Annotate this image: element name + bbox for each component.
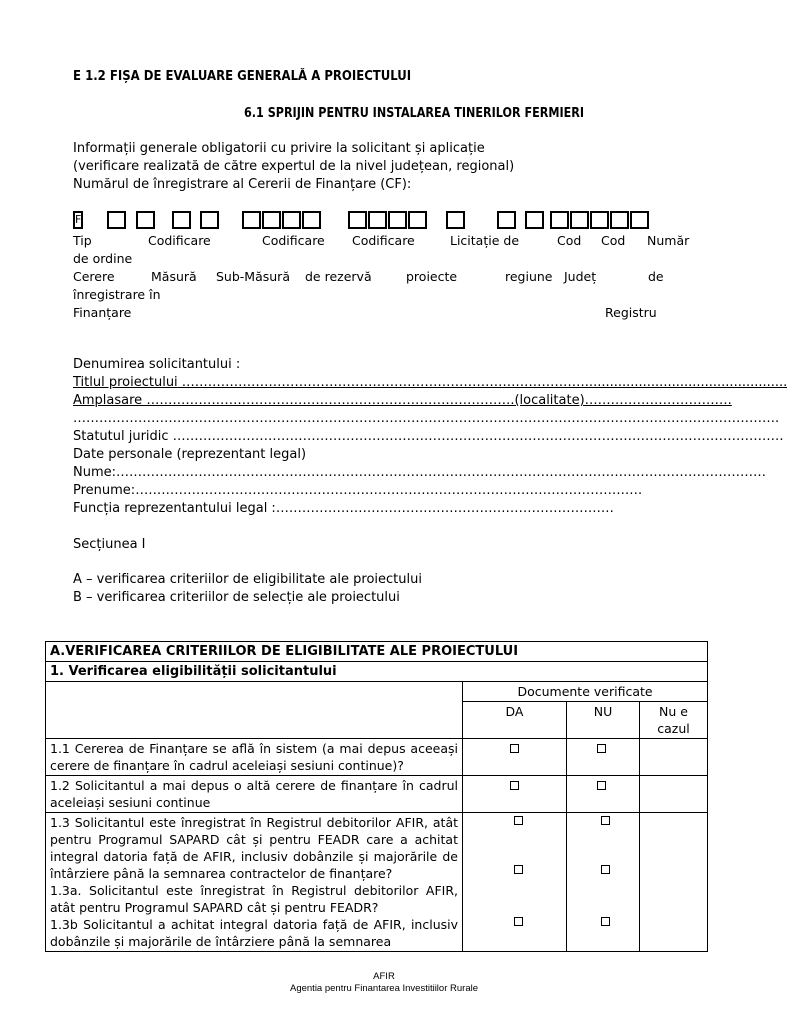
table-cell xyxy=(640,776,708,813)
criterion-1-3a: 1.3a. Solicitantul este înregistrat în Registrul debitorilor AFIR, atât pentru Programul SAPARD cât și pentru FEADR? xyxy=(50,883,458,915)
code-box xyxy=(302,211,321,229)
code-label: Codificare xyxy=(262,233,325,248)
eligibility-table xyxy=(45,641,708,952)
code-box xyxy=(348,211,367,229)
code-label: Măsură xyxy=(151,269,197,284)
col-da: DA xyxy=(463,702,567,739)
field-titlu-label: Titlul proiectului xyxy=(73,375,178,390)
section-a: A – verificarea criteriilor de eligibilitate ale proiectului xyxy=(73,572,422,587)
footer-line-1: AFIR xyxy=(373,971,395,982)
table-cell xyxy=(46,702,463,739)
code-label: Cerere xyxy=(73,269,115,284)
code-box xyxy=(550,211,569,229)
checkbox-da[interactable] xyxy=(514,816,523,825)
table-cell xyxy=(640,813,708,952)
field-prenume: Prenume:……………………………………………………………………………………………………… xyxy=(73,483,643,498)
checkbox-nu[interactable] xyxy=(601,917,610,926)
field-nume: Nume:…………………………………………………………………………………………………………………………………… xyxy=(73,465,767,480)
intro-line-1: Informații generale obligatorii cu privire la solicitant și aplicație xyxy=(73,141,485,156)
code-box xyxy=(242,211,261,229)
criterion-1-3-group xyxy=(46,813,463,952)
code-box xyxy=(282,211,301,229)
field-titlu-dots: …………………………………………………………………………………................................................. xyxy=(177,375,787,390)
code-label: Număr xyxy=(647,233,690,248)
table-cell xyxy=(463,813,567,952)
code-box xyxy=(388,211,407,229)
code-label: Registru xyxy=(605,305,657,320)
checkbox-nu[interactable] xyxy=(601,865,610,874)
col-nu-e-cazul-line2: cazul xyxy=(657,721,690,736)
checkbox-nu[interactable] xyxy=(597,781,606,790)
field-amplasare-line2: ………………………………………………………………………………………………………………………………………………. xyxy=(73,411,780,426)
field-amplasare: Amplasare ………………………………………………………………………….(localitate)……………………………. xyxy=(73,393,732,408)
field-date-personale: Date personale (reprezentant legal) xyxy=(73,447,307,462)
document-title: E 1.2 FIȘA DE EVALUARE GENERALĂ A PROIECTULUI xyxy=(73,69,412,84)
table-docs-row xyxy=(46,682,708,702)
field-functia: Funcția reprezentantului legal :…………………………………………………………………… xyxy=(73,501,614,516)
table-cell xyxy=(567,739,640,776)
code-box xyxy=(200,211,219,229)
code-box xyxy=(525,211,544,229)
code-label: de ordine xyxy=(73,251,133,266)
col-nu-e-cazul-line1: Nu e xyxy=(659,704,688,719)
field-statut: Statutul juridic …………………………………………………………………………………………………………………………… xyxy=(73,429,784,444)
criterion-1-3b: 1.3b Solicitantul a achitat integral datoria față de AFIR, inclusiv dobânzile și majorările de întârziere până la semnarea xyxy=(50,917,458,949)
code-label: Cod xyxy=(601,233,626,248)
code-box xyxy=(446,211,465,229)
criterion-1-1: 1.1 Cererea de Finanțare se află în sistem (a mai depus aceeași cerere de finanțare în cadrul aceleiași sesiuni continue)? xyxy=(46,739,463,776)
checkbox-nu[interactable] xyxy=(601,816,610,825)
col-nu: NU xyxy=(567,702,640,739)
code-box xyxy=(408,211,427,229)
code-box xyxy=(172,211,191,229)
code-box xyxy=(570,211,589,229)
table-subtitle: 1. Verificarea eligibilității solicitantului xyxy=(46,662,708,682)
docs-verified-header: Documente verificate xyxy=(463,682,708,702)
section-b: B – verificarea criteriilor de selecție ale proiectului xyxy=(73,590,400,605)
code-label: Județ xyxy=(564,269,597,284)
table-cell xyxy=(463,739,567,776)
table-cell xyxy=(567,776,640,813)
code-label: de xyxy=(648,269,664,284)
col-nu-e-cazul xyxy=(640,702,708,739)
field-denumire: Denumirea solicitantului : xyxy=(73,357,241,372)
field-titlu xyxy=(73,375,787,390)
code-box xyxy=(590,211,609,229)
code-label: Tip xyxy=(73,233,92,248)
table-header-row xyxy=(46,642,708,662)
code-box xyxy=(136,211,155,229)
code-label: Codificare xyxy=(148,233,211,248)
table-cell xyxy=(46,682,463,702)
checkbox-da[interactable] xyxy=(514,865,523,874)
footer-line-2: Agentia pentru Finantarea Investitiilor Rurale xyxy=(290,983,478,994)
code-label: Finanțare xyxy=(73,305,132,320)
code-label: proiecte xyxy=(406,269,458,284)
checkbox-da[interactable] xyxy=(510,744,519,753)
code-label: Codificare xyxy=(352,233,415,248)
criterion-1-2: 1.2 Solicitantul a mai depus o altă cerere de finanțare în cadrul aceleiași sesiuni continue xyxy=(46,776,463,813)
code-box-type-letter: F xyxy=(75,213,82,226)
code-box xyxy=(107,211,126,229)
intro-line-3: Numărul de înregistrare al Cererii de Finanțare (CF): xyxy=(73,177,412,192)
code-label: Sub-Măsură xyxy=(216,269,290,284)
table-cell xyxy=(463,776,567,813)
table-cell xyxy=(640,739,708,776)
table-row xyxy=(46,776,708,813)
table-cell xyxy=(567,813,640,952)
code-box-type xyxy=(73,211,83,229)
intro-line-2: (verificare realizată de către expertul de la nivel județean, regional) xyxy=(73,159,515,174)
section-title: Secțiunea I xyxy=(73,537,146,552)
code-box xyxy=(630,211,649,229)
table-subheader-row xyxy=(46,662,708,682)
table-colheader-row xyxy=(46,702,708,739)
checkbox-da[interactable] xyxy=(510,781,519,790)
document-subtitle: 6.1 SPRIJIN PENTRU INSTALAREA TINERILOR FERMIERI xyxy=(244,106,585,121)
table-row xyxy=(46,739,708,776)
code-label: de rezervă xyxy=(305,269,372,284)
code-label: Licitație de xyxy=(450,233,520,248)
code-label: înregistrare în xyxy=(73,287,161,302)
checkbox-da[interactable] xyxy=(514,917,523,926)
code-box xyxy=(610,211,629,229)
code-box xyxy=(262,211,281,229)
code-box xyxy=(368,211,387,229)
criterion-1-3: 1.3 Solicitantul este înregistrat în Registrul debitorilor AFIR, atât pentru Programul SAPARD cât și pentru FEADR care a achitat integral datoria față de AFIR, inclusiv dobânzile și majorările de întârziere până la semnarea contractelor de finanțare? xyxy=(50,815,458,881)
checkbox-nu[interactable] xyxy=(597,744,606,753)
code-label: regiune xyxy=(505,269,553,284)
code-box xyxy=(497,211,516,229)
code-label: Cod xyxy=(557,233,582,248)
table-title: A.VERIFICAREA CRITERIILOR DE ELIGIBILITATE ALE PROIECTULUI xyxy=(46,642,708,662)
table-row xyxy=(46,813,708,952)
